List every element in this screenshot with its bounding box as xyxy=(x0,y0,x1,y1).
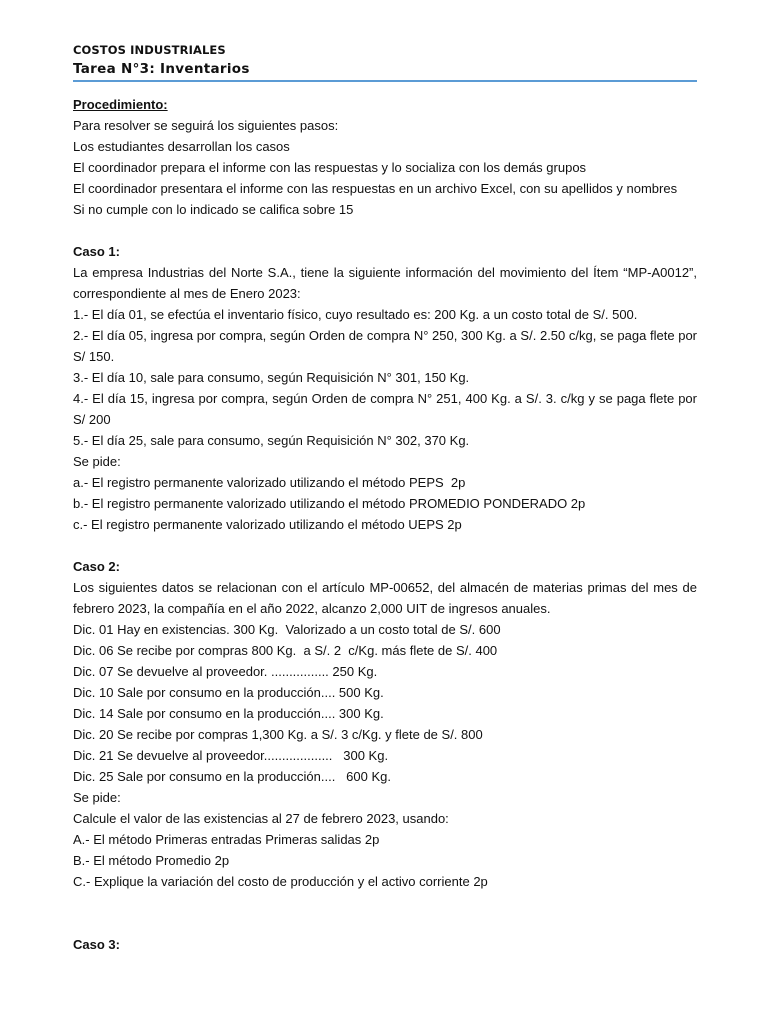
caso2-task: A.- El método Primeras entradas Primeras salidas 2p xyxy=(73,832,380,847)
caso2-item: Dic. 01 Hay en existencias. 300 Kg. Valorizado a un costo total de S/. 600 xyxy=(73,622,501,637)
spacer xyxy=(73,535,697,556)
caso1-intro: La empresa Industrias del Norte S.A., tiene la siguiente información del movimiento del Ítem “MP-A0012”, correspondiente al mes de Enero 2023: xyxy=(73,265,697,301)
caso1-item: 1.- El día 01, se efectúa el inventario físico, cuyo resultado es: 200 Kg. a un costo total de S/. 500. xyxy=(73,307,638,322)
document-header xyxy=(73,42,697,82)
procedimiento-line: Si no cumple con lo indicado se califica sobre 15 xyxy=(73,202,354,217)
caso2-calc: Calcule el valor de las existencias al 27 de febrero 2023, usando: xyxy=(73,811,449,826)
caso2-item: Dic. 06 Se recibe por compras 800 Kg. a S/. 2 c/Kg. más flete de S/. 400 xyxy=(73,643,498,658)
header-rule xyxy=(73,80,697,82)
caso1-heading: Caso 1: xyxy=(73,244,120,259)
caso1-item: 4.- El día 15, ingresa por compra, según Orden de compra N° 251, 400 Kg. a S/. 3. c/kg y se paga flete por S/ 200 xyxy=(73,391,697,427)
procedimiento-line: El coordinador prepara el informe con las respuestas y lo socializa con los demás grupos xyxy=(73,160,587,175)
course-title: COSTOS INDUSTRIALES xyxy=(73,43,226,57)
procedimiento-heading: Procedimiento: xyxy=(73,97,168,112)
caso2-item: Dic. 07 Se devuelve al proveedor. ................ 250 Kg. xyxy=(73,664,378,679)
caso1-task: a.- El registro permanente valorizado utilizando el método PEPS 2p xyxy=(73,475,466,490)
caso2-item: Dic. 25 Sale por consumo en la producción.... 600 Kg. xyxy=(73,769,391,784)
assignment-title: Tarea N°3: Inventarios xyxy=(73,61,250,77)
caso1-item: 2.- El día 05, ingresa por compra, según Orden de compra N° 250, 300 Kg. a S/. 2.50 c/kg, se paga flete por S/ 150. xyxy=(73,328,697,364)
caso1-item: 3.- El día 10, sale para consumo, según Requisición N° 301, 150 Kg. xyxy=(73,370,470,385)
procedimiento-line: Los estudiantes desarrollan los casos xyxy=(73,139,290,154)
spacer xyxy=(73,220,697,241)
caso2-task: C.- Explique la variación del costo de producción y el activo corriente 2p xyxy=(73,874,488,889)
caso1-item: 5.- El día 25, sale para consumo, según Requisición N° 302, 370 Kg. xyxy=(73,433,470,448)
caso2-intro: Los siguientes datos se relacionan con el artículo MP-00652, del almacén de materias primas del mes de febrero 2023, la compañía en el año 2022, alcanzo 2,000 UIT de ingresos anuales. xyxy=(73,580,697,616)
caso2-item: Dic. 10 Sale por consumo en la producción.... 500 Kg. xyxy=(73,685,384,700)
caso1-se-pide: Se pide: xyxy=(73,454,121,469)
caso3-heading: Caso 3: xyxy=(73,937,120,952)
procedimiento-line: El coordinador presentara el informe con las respuestas en un archivo Excel, con su apellidos y nombres xyxy=(73,181,678,196)
caso2-item: Dic. 14 Sale por consumo en la producción.... 300 Kg. xyxy=(73,706,384,721)
document-body xyxy=(73,94,697,955)
caso2-task: B.- El método Promedio 2p xyxy=(73,853,230,868)
caso1-task: b.- El registro permanente valorizado utilizando el método PROMEDIO PONDERADO 2p xyxy=(73,496,586,511)
procedimiento-line: Para resolver se seguirá los siguientes pasos: xyxy=(73,118,339,133)
spacer xyxy=(73,892,697,934)
caso2-item: Dic. 20 Se recibe por compras 1,300 Kg. a S/. 3 c/Kg. y flete de S/. 800 xyxy=(73,727,483,742)
caso2-se-pide: Se pide: xyxy=(73,790,121,805)
caso2-item: Dic. 21 Se devuelve al proveedor................... 300 Kg. xyxy=(73,748,389,763)
caso2-heading: Caso 2: xyxy=(73,559,120,574)
caso1-task: c.- El registro permanente valorizado utilizando el método UEPS 2p xyxy=(73,517,462,532)
